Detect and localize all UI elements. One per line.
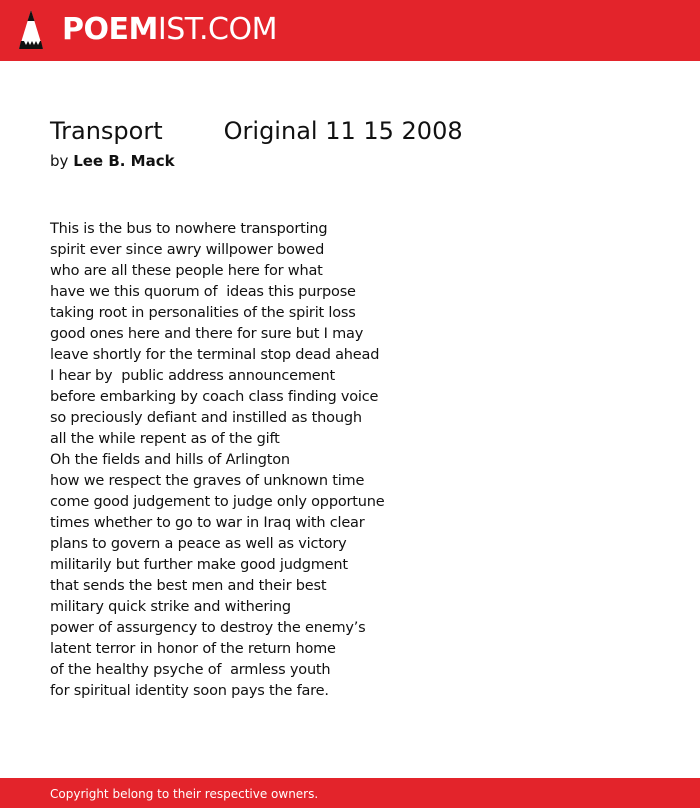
logo-light-text: IST.COM xyxy=(157,12,277,47)
poem-line: come good judgement to judge only opportune xyxy=(50,494,385,510)
poem-line: how we respect the graves of unknown time xyxy=(50,473,365,489)
poem-line: This is the bus to nowhere transporting xyxy=(50,221,328,237)
poem-line: times whether to go to war in Iraq with clear xyxy=(50,515,365,531)
copyright-notice: Copyright belong to their respective owners. xyxy=(50,787,319,801)
poem-line: militarily but further make good judgment xyxy=(50,557,348,573)
author-name: Lee B. Mack xyxy=(73,152,175,170)
poem-line: plans to govern a peace as well as victory xyxy=(50,536,347,552)
poem-body xyxy=(50,219,650,702)
poem-header xyxy=(50,114,650,172)
site-header xyxy=(0,0,700,61)
poem-line: have we this quorum of ideas this purpose xyxy=(50,284,356,300)
poem-line: of the healthy psyche of armless youth xyxy=(50,662,331,678)
logo-bold-text: POEM xyxy=(62,12,158,47)
poem-line: military quick strike and withering xyxy=(50,599,291,615)
poem-line: before embarking by coach class finding voice xyxy=(50,389,379,405)
poem-line: all the while repent as of the gift xyxy=(50,431,280,447)
poem-line: I hear by public address announcement xyxy=(50,368,335,384)
poem-line: leave shortly for the terminal stop dead ahead xyxy=(50,347,380,363)
poem-line: for spiritual identity soon pays the fare. xyxy=(50,683,329,699)
by-label: by xyxy=(50,152,69,170)
poem-title: Transport Original 11 15 2008 xyxy=(50,117,463,145)
poem-line: spirit ever since awry willpower bowed xyxy=(50,242,325,258)
poem-line: latent terror in honor of the return home xyxy=(50,641,336,657)
byline xyxy=(50,150,650,172)
poem-line: who are all these people here for what xyxy=(50,263,323,279)
poem-line: Oh the fields and hills of Arlington xyxy=(50,452,290,468)
site-footer xyxy=(0,778,700,808)
pencil-icon xyxy=(18,9,44,51)
poem-line: good ones here and there for sure but I may xyxy=(50,326,364,342)
poem-line: so preciously defiant and instilled as though xyxy=(50,410,362,426)
poem-line: that sends the best men and their best xyxy=(50,578,327,594)
poem-line: power of assurgency to destroy the enemy’s xyxy=(50,620,366,636)
poem-line: taking root in personalities of the spirit loss xyxy=(50,305,356,321)
site-logo[interactable] xyxy=(62,11,277,49)
